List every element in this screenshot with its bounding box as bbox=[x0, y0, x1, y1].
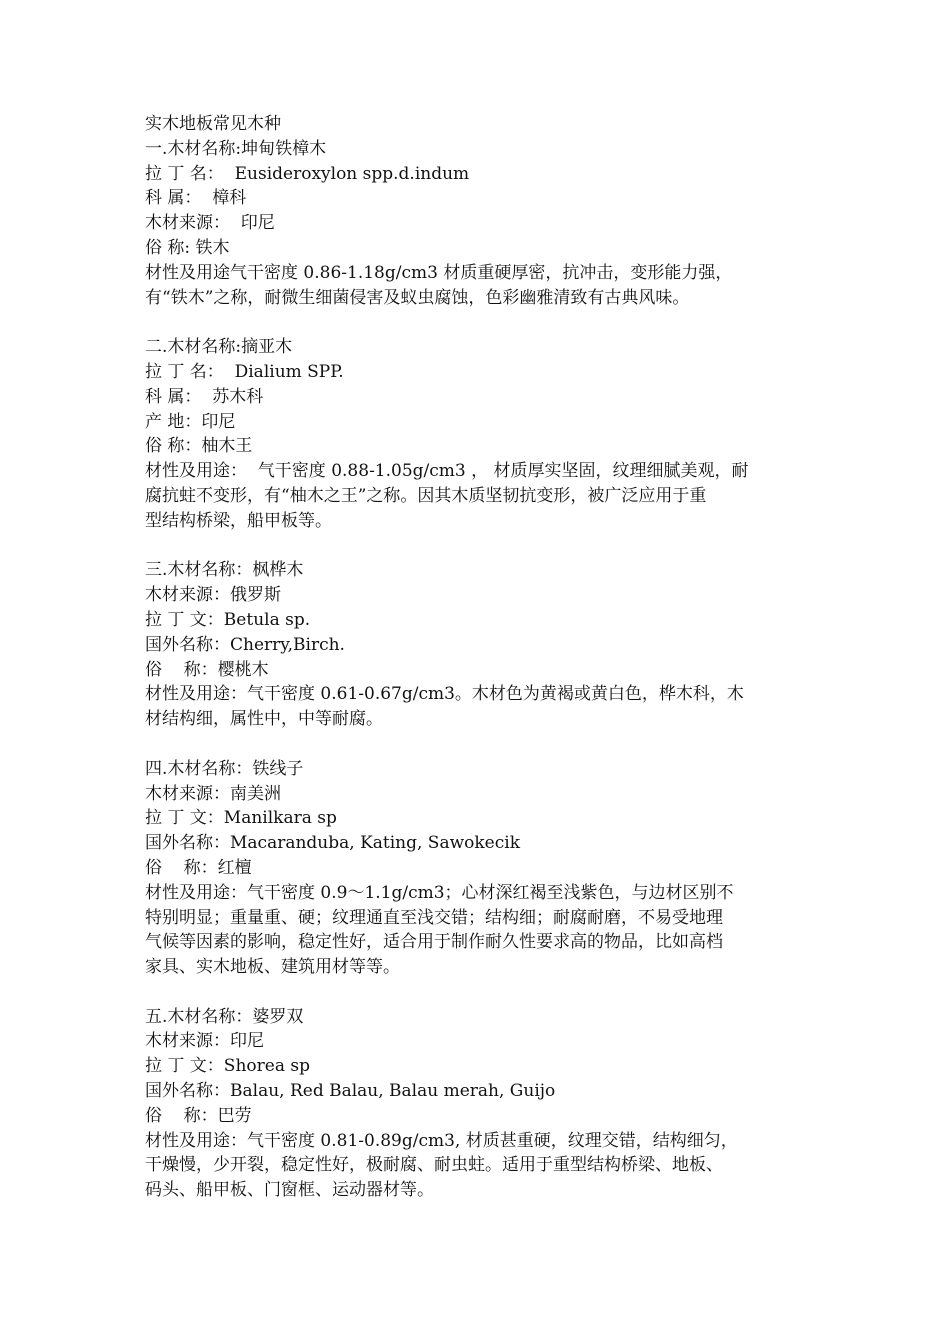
common-name-line: 俗 称：柚木王 bbox=[145, 436, 253, 457]
foreign-name-line: 国外名称：Cherry,Birch. bbox=[145, 634, 345, 655]
foreign-name-line: 国外名称：Balau, Red Balau, Balau merah, Guijo bbox=[145, 1081, 556, 1102]
origin-line: 木材来源：南美洲 bbox=[145, 783, 281, 804]
family-line: 科 属： 樟科 bbox=[145, 188, 247, 209]
section-heading: 五.木材名称：婆罗双 bbox=[145, 1006, 304, 1027]
origin-line: 产 地：印尼 bbox=[145, 411, 236, 432]
description-line: 腐抗蛀不变形，有“柚木之王”之称。因其木质坚韧抗变形，被广泛应用于重 bbox=[145, 485, 707, 506]
origin-line: 木材来源：印尼 bbox=[145, 1031, 264, 1052]
description-line: 材性及用途：气干密度 0.81-0.89g/cm3, 材质甚重硬，纹理交错，结构细匀， bbox=[145, 1130, 738, 1151]
description-line: 特别明显；重量重、硬；纹理通直至浅交错；结构细；耐腐耐磨，不易受地理 bbox=[145, 907, 723, 928]
family-line: 科 属： 苏木科 bbox=[145, 386, 264, 407]
description-line: 干燥慢，少开裂，稳定性好，极耐腐、耐虫蛀。适用于重型结构桥梁、地板、 bbox=[145, 1155, 723, 1176]
description-line: 材结构细，属性中，中等耐腐。 bbox=[145, 709, 383, 730]
document-title: 实木地板常见木种 bbox=[145, 114, 281, 134]
section-heading: 一.木材名称:坤甸铁樟木 bbox=[145, 138, 327, 159]
wood-section-4 bbox=[145, 757, 815, 980]
foreign-name-line: 国外名称：Macaranduba, Kating, Sawokecik bbox=[145, 833, 520, 854]
latin-name-line: 拉 丁 文：Manilkara sp bbox=[145, 808, 337, 829]
common-name-line: 俗 称：红檀 bbox=[145, 857, 252, 878]
common-name-line: 俗 称: 铁木 bbox=[145, 237, 230, 258]
description-line: 有“铁木”之称，耐微生细菌侵害及蚁虫腐蚀，色彩幽雅清致有古典风味。 bbox=[145, 287, 690, 308]
wood-section-2 bbox=[145, 335, 815, 533]
section-heading: 二.木材名称:摘亚木 bbox=[145, 337, 293, 358]
section-heading: 三.木材名称：枫桦木 bbox=[145, 560, 304, 581]
wood-section-1 bbox=[145, 137, 815, 311]
description-line: 型结构桥梁，船甲板等。 bbox=[145, 510, 332, 531]
document-page bbox=[145, 112, 815, 1203]
description-line: 气候等因素的影响，稳定性好，适合用于制作耐久性要求高的物品，比如高档 bbox=[145, 932, 723, 953]
description-line: 家具、实木地板、建筑用材等等。 bbox=[145, 957, 400, 978]
description-line: 材性及用途：气干密度 0.9～1.1g/cm3；心材深红褐至浅紫色，与边材区别不 bbox=[145, 882, 734, 903]
common-name-line: 俗 称：樱桃木 bbox=[145, 659, 269, 680]
wood-section-3 bbox=[145, 558, 815, 732]
section-gap bbox=[145, 980, 815, 1005]
latin-name-line: 拉 丁 文：Shorea sp bbox=[145, 1056, 310, 1077]
origin-line: 木材来源： 印尼 bbox=[145, 213, 275, 234]
description-line: 材性及用途： 气干密度 0.88-1.05g/cm3 ， 材质厚实坚固，纹理细腻美观，耐 bbox=[145, 461, 749, 482]
description-line: 材性及用途：气干密度 0.61-0.67g/cm3。木材色为黄褐或黄白色，桦木科，木 bbox=[145, 684, 744, 705]
section-gap bbox=[145, 534, 815, 559]
section-heading: 四.木材名称：铁线子 bbox=[145, 758, 304, 779]
latin-name-line: 拉 丁 名： Dialium SPP. bbox=[145, 361, 344, 382]
origin-line: 木材来源：俄罗斯 bbox=[145, 585, 281, 606]
latin-name-line: 拉 丁 名： Eusideroxylon spp.d.indum bbox=[145, 163, 470, 184]
section-gap bbox=[145, 310, 815, 335]
description-line: 材性及用途气干密度 0.86-1.18g/cm3 材质重硬厚密，抗冲击，变形能力强， bbox=[145, 262, 733, 283]
wood-section-5 bbox=[145, 1005, 815, 1203]
description-line: 码头、船甲板、门窗框、运动器材等。 bbox=[145, 1180, 434, 1201]
latin-name-line: 拉 丁 文：Betula sp. bbox=[145, 609, 311, 630]
common-name-line: 俗 称：巴劳 bbox=[145, 1105, 252, 1126]
section-gap bbox=[145, 732, 815, 757]
